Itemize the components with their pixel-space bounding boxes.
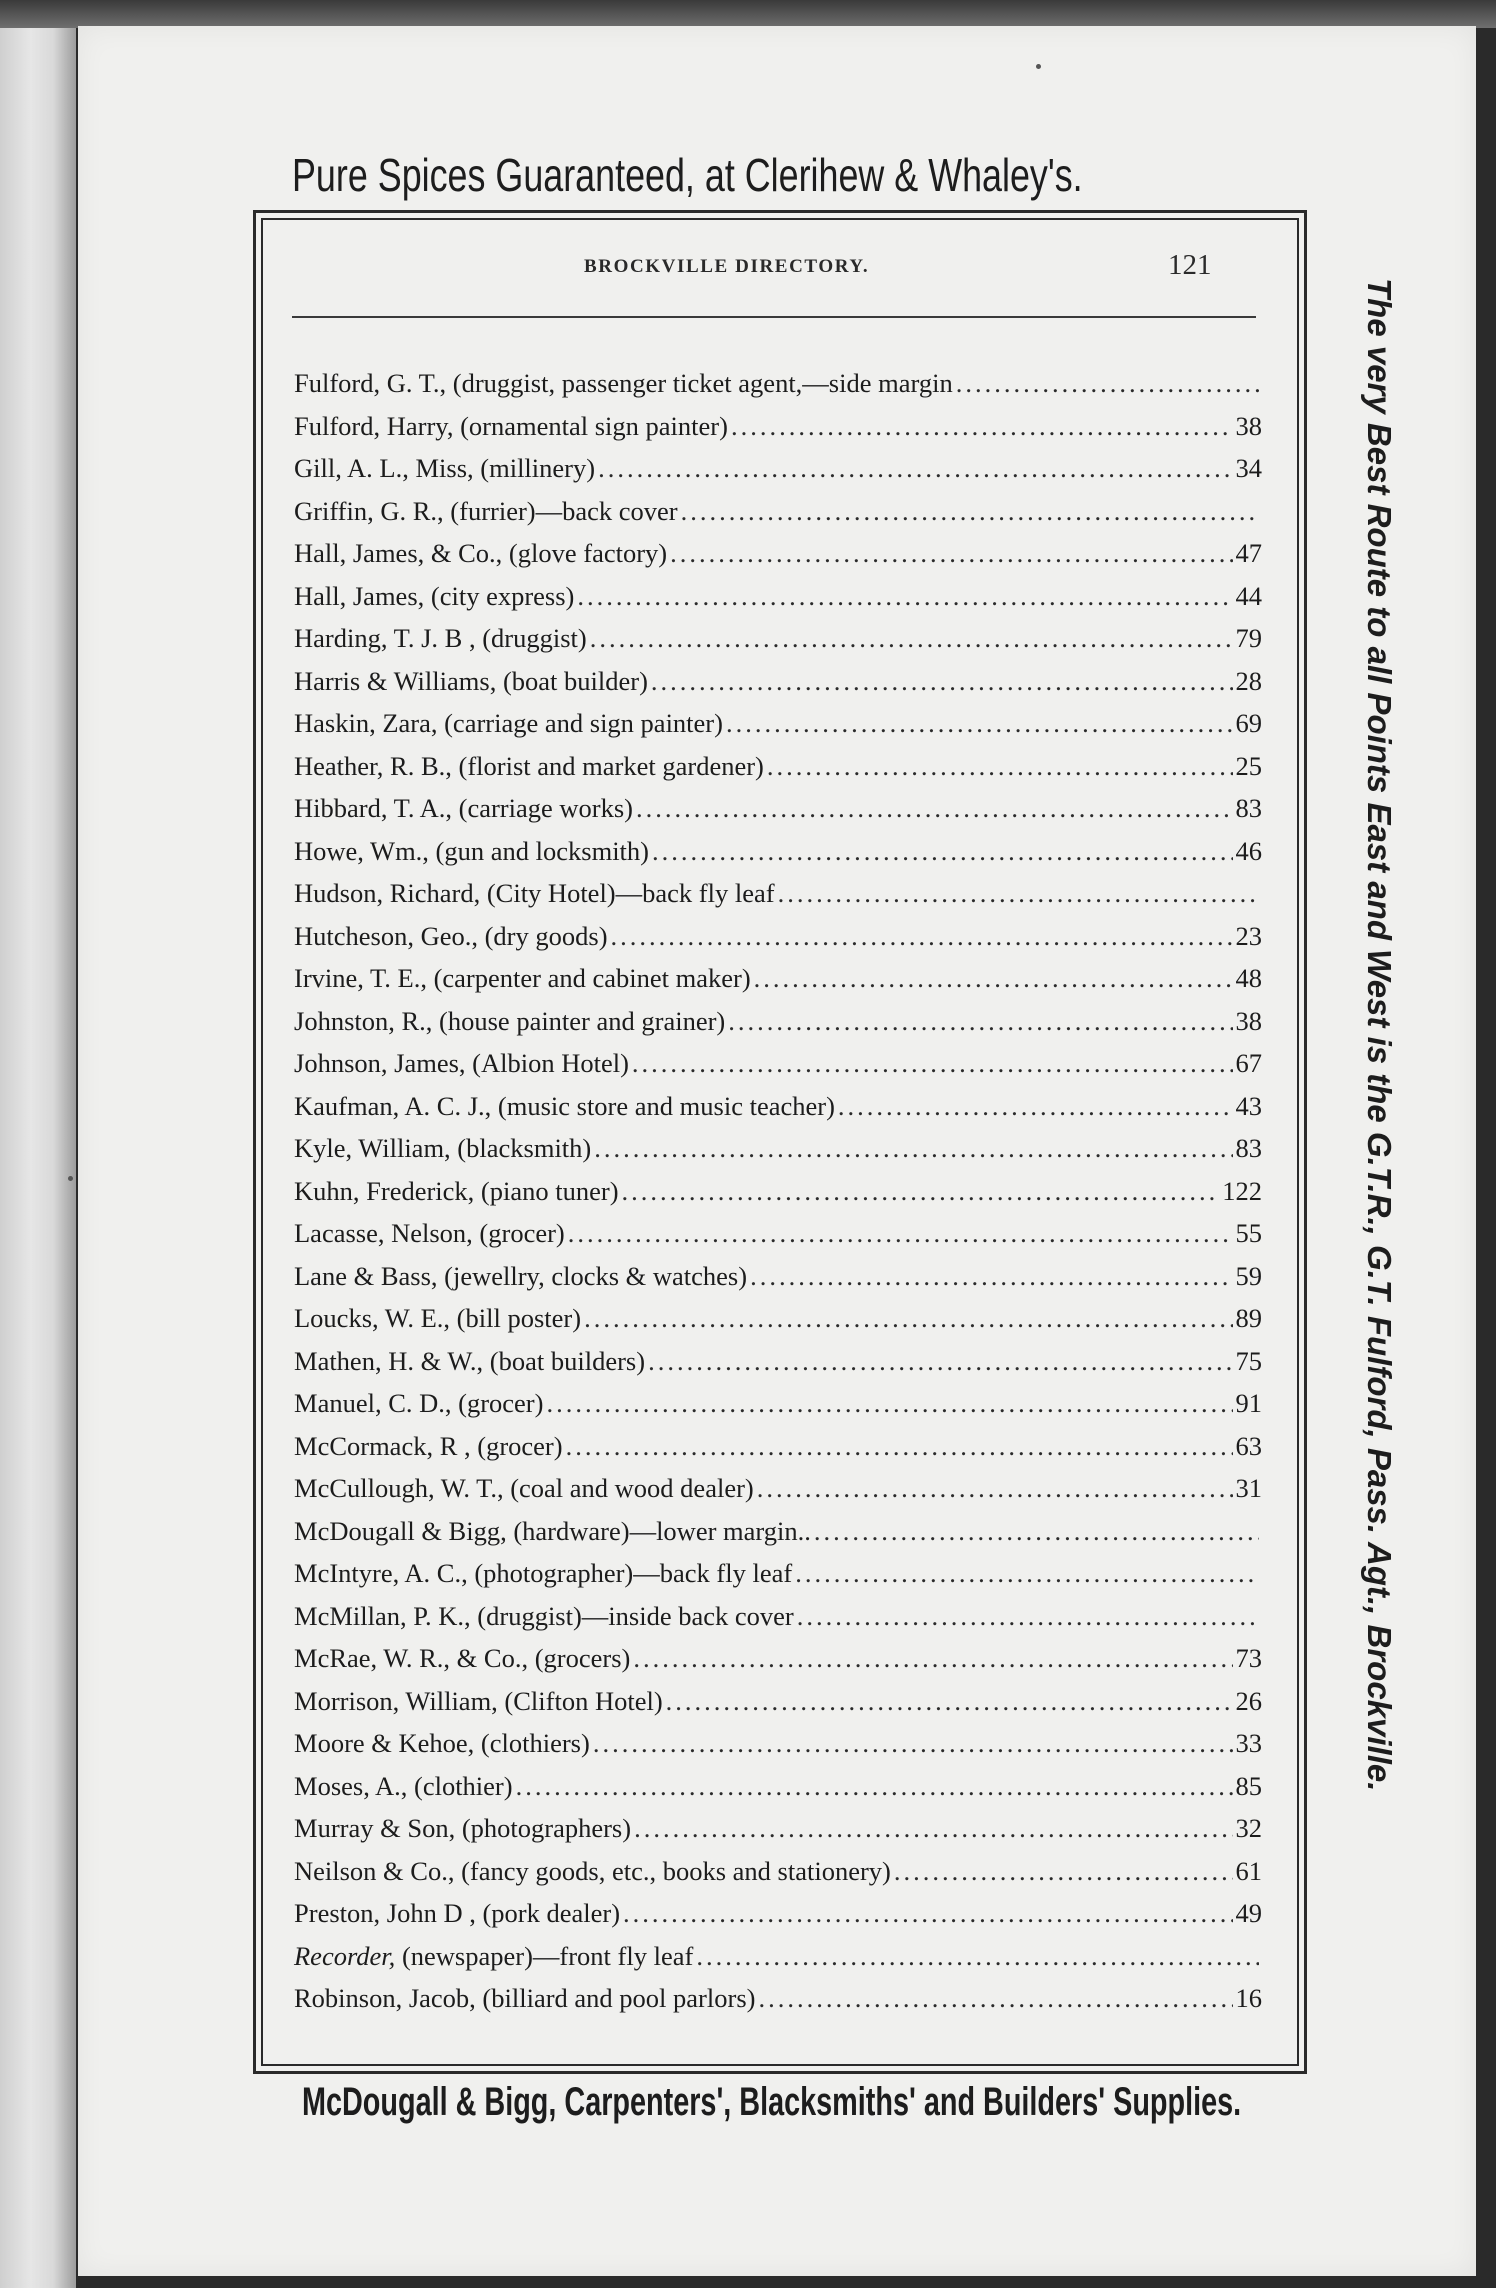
entry-name: Kyle, William, (blacksmith) (294, 1133, 592, 1163)
entry-name: Johnson, James, (Albion Hotel) (294, 1048, 629, 1078)
side-advertisement: The very Best Route to all Points East and West is the G.T.R., G.T. Fulford, Pass. Agt., Brockville. (1361, 278, 1398, 1792)
directory-entry (294, 1085, 1262, 1128)
directory-entry (294, 490, 1262, 533)
entry-page-ref: 44 (1235, 580, 1262, 611)
entry-name: Loucks, W. E., (bill poster) (294, 1303, 582, 1333)
directory-entry (294, 1340, 1262, 1383)
directory-entry (294, 447, 1262, 490)
directory-entry (294, 787, 1262, 830)
entry-page-ref: 47 (1235, 538, 1262, 568)
entry-name: Moore & Kehoe, (clothiers) (294, 1728, 590, 1758)
entry-page-ref: 73 (1235, 1643, 1262, 1673)
directory-entry (294, 957, 1262, 1000)
directory-entry (294, 1935, 1262, 1978)
print-speck (1036, 64, 1041, 69)
entry-name: McCormack, R , (grocer) (294, 1430, 563, 1461)
directory-entry (294, 1297, 1262, 1340)
entry-page-ref: 43 (1235, 1090, 1262, 1121)
dot-leader (681, 490, 1259, 533)
dot-leader (750, 1255, 1232, 1298)
header-rule (292, 316, 1256, 318)
entry-page-ref: 25 (1235, 750, 1262, 781)
dot-leader (594, 1127, 1232, 1170)
dot-leader (546, 1382, 1232, 1425)
directory-entry (294, 702, 1262, 745)
dot-leader (778, 872, 1259, 915)
entry-name: Griffin, G. R., (furrier)—back cover (294, 495, 678, 526)
directory-entry (294, 1722, 1262, 1765)
entry-page-ref: 55 (1235, 1218, 1262, 1248)
entry-name: Johnston, R., (house painter and grainer) (294, 1005, 726, 1036)
entry-name: Howe, Wm., (gun and locksmith) (294, 835, 649, 866)
scan-edge-top (0, 0, 1496, 28)
entry-name: Moses, A., (clothier) (294, 1770, 513, 1801)
dot-leader (651, 660, 1233, 703)
directory-entry (294, 1595, 1262, 1638)
entry-italic-title: Recorder, (294, 1940, 396, 1971)
entry-name: Hall, James, & Co., (glove factory) (294, 538, 668, 568)
dot-leader (566, 1425, 1233, 1468)
entry-name: Irvine, T. E., (carpenter and cabinet maker) (294, 963, 751, 993)
dot-leader (757, 1467, 1233, 1510)
directory-entry (294, 1977, 1262, 2020)
page-number: 121 (1168, 249, 1212, 281)
entry-name: Fulford, G. T., (druggist, passenger ticket agent,—side margin (294, 368, 953, 398)
entry-name: Manuel, C. D., (grocer) (294, 1388, 544, 1418)
dot-leader (728, 1000, 1232, 1043)
directory-entry (294, 872, 1262, 915)
dot-leader (634, 1807, 1232, 1850)
entry-name: Morrison, William, (Clifton Hotel) (294, 1685, 663, 1716)
entry-name: Heather, R. B., (florist and market gardener) (294, 750, 764, 781)
directory-entry (294, 575, 1262, 618)
entry-name: Robinson, Jacob, (billiard and pool parlors) (294, 1983, 756, 2013)
entry-page-ref: 48 (1235, 963, 1262, 993)
dot-leader (584, 1297, 1232, 1340)
dot-leader (767, 745, 1233, 788)
entry-name: Hutcheson, Geo., (dry goods) (294, 920, 608, 951)
dot-leader (797, 1595, 1259, 1638)
dot-leader (726, 702, 1233, 745)
header-advertisement: Pure Spices Guaranteed, at Clerihew & Whaley's. (292, 149, 1083, 201)
entry-name: McDougall & Bigg, (hardware)—lower margin.. (294, 1515, 811, 1546)
directory-entry (294, 660, 1262, 703)
entry-page-ref: 26 (1235, 1685, 1262, 1716)
entry-page-ref: 75 (1235, 1345, 1262, 1376)
dot-leader (568, 1212, 1233, 1255)
dot-leader (577, 575, 1232, 618)
directory-entry (294, 617, 1262, 660)
entry-page-ref: 63 (1235, 1430, 1262, 1461)
dot-leader (956, 362, 1259, 405)
dot-leader (670, 532, 1232, 575)
dot-leader (731, 405, 1233, 448)
entry-page-ref: 23 (1235, 920, 1262, 951)
directory-entry (294, 1807, 1262, 1850)
scan-edge-left (0, 0, 76, 2288)
entry-page-ref: 16 (1235, 1983, 1262, 2013)
dot-leader (648, 1340, 1232, 1383)
entry-name: Gill, A. L., Miss, (millinery) (294, 453, 596, 483)
dot-leader (666, 1680, 1233, 1723)
entry-name: McMillan, P. K., (druggist)—inside back cover (294, 1600, 794, 1631)
entry-name: Kaufman, A. C. J., (music store and music teacher) (294, 1090, 835, 1121)
directory-entry (294, 1510, 1262, 1553)
dot-leader (632, 1042, 1233, 1085)
dot-leader (754, 957, 1233, 1000)
directory-entry (294, 1042, 1262, 1085)
entry-page-ref: 85 (1235, 1770, 1262, 1801)
directory-entry (294, 1765, 1262, 1808)
entry-page-ref: 91 (1235, 1388, 1262, 1418)
entry-name: Hudson, Richard, (City Hotel)—back fly leaf (294, 878, 775, 908)
directory-entry (294, 1467, 1262, 1510)
entry-page-ref: 83 (1235, 1133, 1262, 1163)
dot-leader (623, 1892, 1232, 1935)
entry-page-ref: 83 (1235, 793, 1262, 823)
directory-entry (294, 1425, 1262, 1468)
entry-page-ref: 89 (1235, 1303, 1262, 1333)
directory-entry (294, 1255, 1262, 1298)
dot-leader (622, 1170, 1220, 1213)
dot-leader (598, 447, 1232, 490)
directory-entry (294, 1850, 1262, 1893)
dot-leader (696, 1935, 1259, 1978)
directory-entry-list (294, 362, 1262, 2020)
directory-entry (294, 405, 1262, 448)
entry-page-ref: 69 (1235, 708, 1262, 738)
entry-page-ref: 61 (1235, 1855, 1262, 1886)
dot-leader (814, 1510, 1259, 1553)
entry-page-ref: 34 (1235, 453, 1262, 483)
entry-name: McCullough, W. T., (coal and wood dealer) (294, 1473, 754, 1503)
entry-page-ref: 38 (1235, 1005, 1262, 1036)
directory-entry (294, 1127, 1262, 1170)
directory-entry (294, 745, 1262, 788)
entry-name: McRae, W. R., & Co., (grocers) (294, 1643, 631, 1673)
directory-entry (294, 1552, 1262, 1595)
dot-leader (516, 1765, 1233, 1808)
print-speck (68, 1176, 73, 1181)
directory-entry (294, 1000, 1262, 1043)
dot-leader (894, 1850, 1233, 1893)
dot-leader (795, 1552, 1259, 1595)
entry-name: Murray & Son, (photographers) (294, 1813, 632, 1843)
dot-leader (611, 915, 1233, 958)
entry-page-ref: 49 (1235, 1898, 1262, 1928)
directory-entry (294, 1892, 1262, 1935)
directory-entry (294, 1212, 1262, 1255)
entry-page-ref: 38 (1235, 410, 1262, 441)
dot-leader (652, 830, 1233, 873)
directory-entry (294, 830, 1262, 873)
entry-page-ref: 31 (1235, 1473, 1262, 1503)
dot-leader (633, 1637, 1232, 1680)
entry-page-ref: 28 (1235, 665, 1262, 696)
directory-entry (294, 362, 1262, 405)
entry-text: (newspaper)—front fly leaf (401, 1940, 694, 1971)
entry-name: Haskin, Zara, (carriage and sign painter) (294, 708, 723, 738)
entry-name: Mathen, H. & W., (boat builders) (294, 1345, 646, 1376)
entry-page-ref: 79 (1235, 623, 1262, 653)
entry-name: Preston, John D , (pork dealer) (294, 1898, 621, 1928)
directory-entry (294, 532, 1262, 575)
directory-entry (294, 915, 1262, 958)
dot-leader (758, 1977, 1232, 2020)
directory-entry (294, 1170, 1262, 1213)
entry-page-ref: 33 (1235, 1728, 1262, 1758)
dot-leader (593, 1722, 1233, 1765)
entry-page-ref: 122 (1222, 1175, 1262, 1206)
entry-name: Kuhn, Frederick, (piano tuner) (294, 1175, 619, 1206)
entry-name: Hall, James, (city express) (294, 580, 575, 611)
entry-name: Lane & Bass, (jewellry, clocks & watches) (294, 1260, 748, 1291)
dot-leader (838, 1085, 1233, 1128)
dot-leader (590, 617, 1233, 660)
entry-page-ref: 67 (1235, 1048, 1262, 1078)
entry-name: McIntyre, A. C., (photographer)—back fly leaf (294, 1558, 793, 1588)
entry-name: Fulford, Harry, (ornamental sign painter) (294, 410, 728, 441)
entry-name: Lacasse, Nelson, (grocer) (294, 1218, 565, 1248)
directory-entry (294, 1382, 1262, 1425)
entry-name: Harding, T. J. B , (druggist) (294, 623, 587, 653)
entry-name: Neilson & Co., (fancy goods, etc., books and stationery) (294, 1855, 891, 1886)
directory-entry (294, 1680, 1262, 1723)
directory-entry (294, 1637, 1262, 1680)
entry-page-ref: 59 (1235, 1260, 1262, 1291)
entry-page-ref: 32 (1235, 1813, 1262, 1843)
running-head: BROCKVILLE DIRECTORY. (584, 256, 870, 277)
entry-page-ref: 46 (1235, 835, 1262, 866)
footer-advertisement: McDougall & Bigg, Carpenters', Blacksmiths' and Builders' Supplies. (302, 2080, 1242, 2124)
entry-name: Hibbard, T. A., (carriage works) (294, 793, 633, 823)
entry-name: Harris & Williams, (boat builder) (294, 665, 648, 696)
entry-name (294, 1935, 693, 1978)
dot-leader (636, 787, 1233, 830)
